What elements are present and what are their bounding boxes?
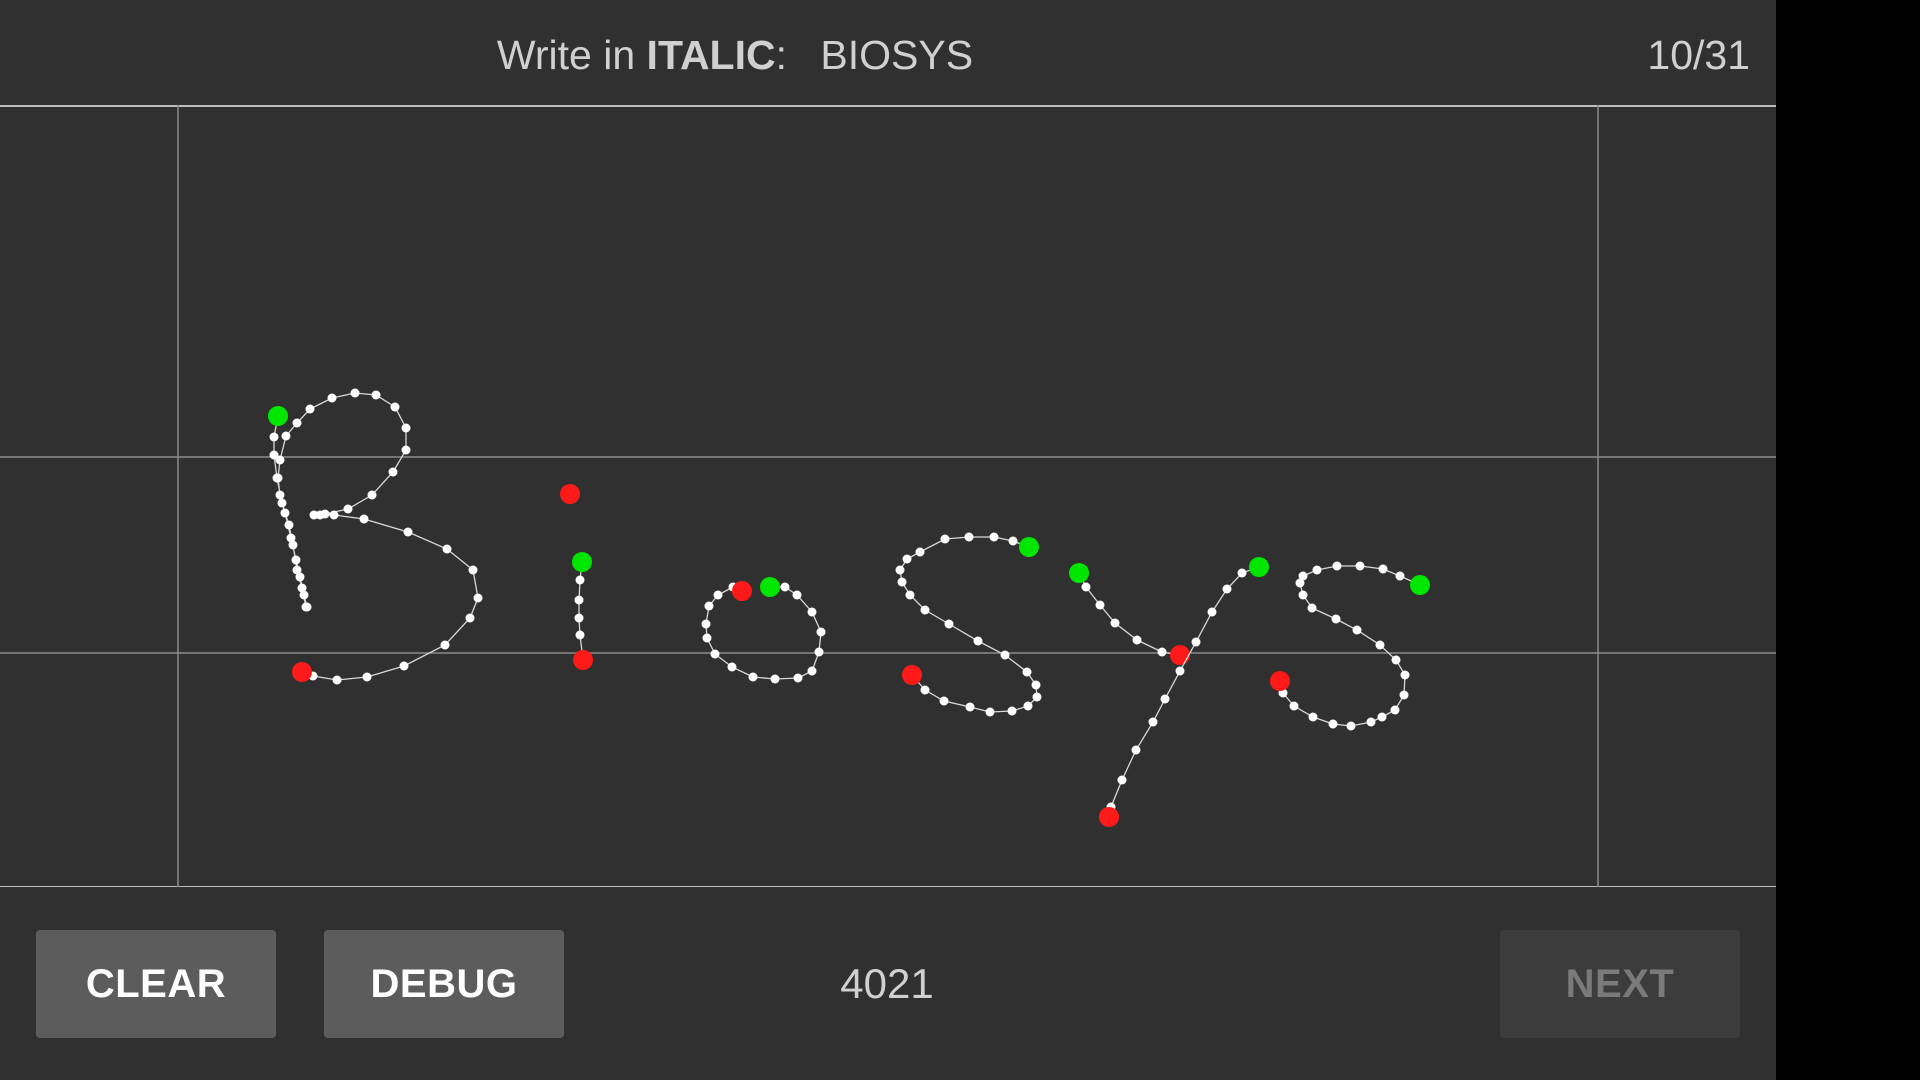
footer-toolbar (0, 887, 1776, 1080)
ink-dot (1332, 615, 1341, 624)
ink-dot (945, 620, 954, 629)
ink-dot (1367, 718, 1376, 727)
ink-dot (360, 515, 369, 524)
ink-dot (296, 573, 305, 582)
ink-dot (1223, 585, 1232, 594)
ink-dot (344, 505, 353, 514)
ink-dot (443, 545, 452, 554)
stroke-i-dot (560, 484, 580, 504)
ink-dot (1353, 626, 1362, 635)
ink-dot (293, 419, 302, 428)
ink-dot (1161, 695, 1170, 704)
ink-dot (1400, 691, 1409, 700)
ink-dot (306, 405, 315, 414)
ink-dot (1133, 636, 1142, 645)
clear-button[interactable]: CLEAR (36, 930, 276, 1038)
stroke-end-marker (560, 484, 580, 504)
stroke-start-marker (760, 577, 780, 597)
ink-dot (1379, 565, 1388, 574)
ink-dot (402, 424, 411, 433)
ink-dot (1208, 608, 1217, 617)
ink-dot (1299, 591, 1308, 600)
ink-dot (1032, 681, 1041, 690)
writing-canvas[interactable] (0, 105, 1776, 887)
ink-dot (941, 535, 950, 544)
ink-dot (575, 614, 584, 623)
ink-dot (1378, 713, 1387, 722)
stroke-start-marker (1069, 563, 1089, 583)
ink-dot (1158, 648, 1167, 657)
ink-dot (282, 432, 291, 441)
ink-dot (474, 594, 483, 603)
ink-dot (333, 676, 342, 685)
ink-dot (391, 403, 400, 412)
prompt-prefix: Write in (496, 32, 636, 78)
ink-dot (1376, 641, 1385, 650)
ink-dot (921, 606, 930, 615)
stroke-y2 (1099, 557, 1269, 827)
stroke-path (1280, 566, 1420, 726)
ink-dot (815, 648, 824, 657)
stroke-path (1109, 567, 1259, 817)
ink-dot (1238, 569, 1247, 578)
ink-dot (576, 576, 585, 585)
ink-dot (292, 556, 301, 565)
ink-dot (808, 608, 817, 617)
ink-dot (1001, 651, 1010, 660)
ink-dot (389, 468, 398, 477)
stroke-start-marker (572, 552, 592, 572)
prompt-style: ITALIC (646, 32, 776, 78)
ink-dot (808, 667, 817, 676)
ink-dot (749, 673, 758, 682)
ink-dot (328, 394, 337, 403)
ink-dot (817, 628, 826, 637)
header (0, 0, 1776, 105)
ink-dot (794, 674, 803, 683)
ink-dot (1313, 566, 1322, 575)
ink-dot (400, 662, 409, 671)
ink-dot (1296, 579, 1305, 588)
writing-prompt (0, 30, 1470, 80)
ink-dot (1309, 713, 1318, 722)
ink-dot (404, 528, 413, 537)
ink-dot (1033, 693, 1042, 702)
score-value: 4021 (840, 960, 934, 1007)
stroke-b (268, 389, 483, 685)
ink-dot (1176, 667, 1185, 676)
ink-dot (1391, 706, 1400, 715)
ink-dot (276, 491, 285, 500)
stroke-y1 (1069, 563, 1190, 665)
stroke-o (702, 577, 826, 684)
next-button[interactable]: NEXT (1500, 930, 1740, 1038)
stroke-end-marker (1170, 645, 1190, 665)
ink-dot (576, 631, 585, 640)
ink-dot (1024, 702, 1033, 711)
ink-dot (1396, 572, 1405, 581)
ink-dot (1111, 619, 1120, 628)
stroke-s2 (1270, 562, 1430, 731)
ink-dot (1192, 638, 1201, 647)
ink-dot (1356, 562, 1365, 571)
ink-dot (916, 548, 925, 557)
ink-dot (703, 634, 712, 643)
ink-dot (351, 389, 360, 398)
ink-dot (903, 555, 912, 564)
ink-dot (1096, 601, 1105, 610)
ink-strokes (268, 389, 1430, 828)
stroke-end-marker (1270, 671, 1290, 691)
ink-dot (1008, 707, 1017, 716)
ink-dot (276, 456, 285, 465)
ink-dot (921, 686, 930, 695)
ink-dot (793, 591, 802, 600)
progress-counter: 10/31 (1647, 32, 1750, 78)
stroke-end-marker (902, 665, 922, 685)
ink-dot (1392, 656, 1401, 665)
ink-dot (705, 602, 714, 611)
ink-dot (330, 511, 339, 520)
ink-dot (303, 603, 312, 612)
ink-dot (965, 533, 974, 542)
ink-dot (906, 591, 915, 600)
stroke-end-marker (732, 581, 752, 601)
stroke-path (706, 587, 821, 679)
ink-dot (1009, 537, 1018, 546)
ink-surface[interactable] (0, 105, 1776, 887)
prompt-word: BIOSYS (820, 32, 974, 78)
ink-dot (274, 474, 283, 483)
ink-dot (363, 673, 372, 682)
ink-dot (575, 596, 584, 605)
ink-dot (986, 708, 995, 717)
ink-dot (1329, 720, 1338, 729)
ink-dot (702, 620, 711, 629)
ink-dot (270, 433, 279, 442)
ink-dot (1333, 562, 1342, 571)
ink-dot (728, 663, 737, 672)
stroke-path (900, 537, 1037, 712)
ink-dot (469, 566, 478, 575)
stroke-end-marker (292, 662, 312, 682)
stroke-start-marker (268, 406, 288, 426)
ink-dot (714, 591, 723, 600)
ink-dot (372, 391, 381, 400)
ink-dot (896, 566, 905, 575)
ink-dot (990, 533, 999, 542)
ink-dot (1118, 776, 1127, 785)
ink-dot (285, 521, 294, 530)
stroke-start-marker (1410, 575, 1430, 595)
ink-dot (441, 641, 450, 650)
ink-dot (1082, 583, 1091, 592)
ink-dot (966, 703, 975, 712)
ink-dot (940, 697, 949, 706)
ink-dot (1149, 718, 1158, 727)
ink-dot (711, 650, 720, 659)
ink-dot (771, 675, 780, 684)
ink-dot (300, 591, 309, 600)
ink-dot (1023, 668, 1032, 677)
ink-dot (281, 509, 290, 518)
ink-dot (781, 583, 790, 592)
stroke-path (274, 393, 478, 680)
ink-dot (1308, 604, 1317, 613)
stroke-path (1079, 573, 1180, 655)
ink-dot (1290, 702, 1299, 711)
stroke-end-marker (1099, 807, 1119, 827)
ink-dot (898, 578, 907, 587)
ink-dot (1132, 746, 1141, 755)
ink-dot (1347, 722, 1356, 731)
debug-button[interactable]: DEBUG (324, 930, 564, 1038)
stroke-start-marker (1019, 537, 1039, 557)
ink-dot (466, 614, 475, 623)
ink-dot (316, 511, 325, 520)
stroke-end-marker (573, 650, 593, 670)
stroke-s1 (896, 533, 1042, 717)
stroke-start-marker (1249, 557, 1269, 577)
ink-dot (368, 491, 377, 500)
ink-dot (278, 499, 287, 508)
ink-dot (974, 637, 983, 646)
prompt-colon: : (775, 32, 787, 78)
ink-dot (287, 534, 296, 543)
ink-dot (1401, 671, 1410, 680)
ink-dot (402, 446, 411, 455)
